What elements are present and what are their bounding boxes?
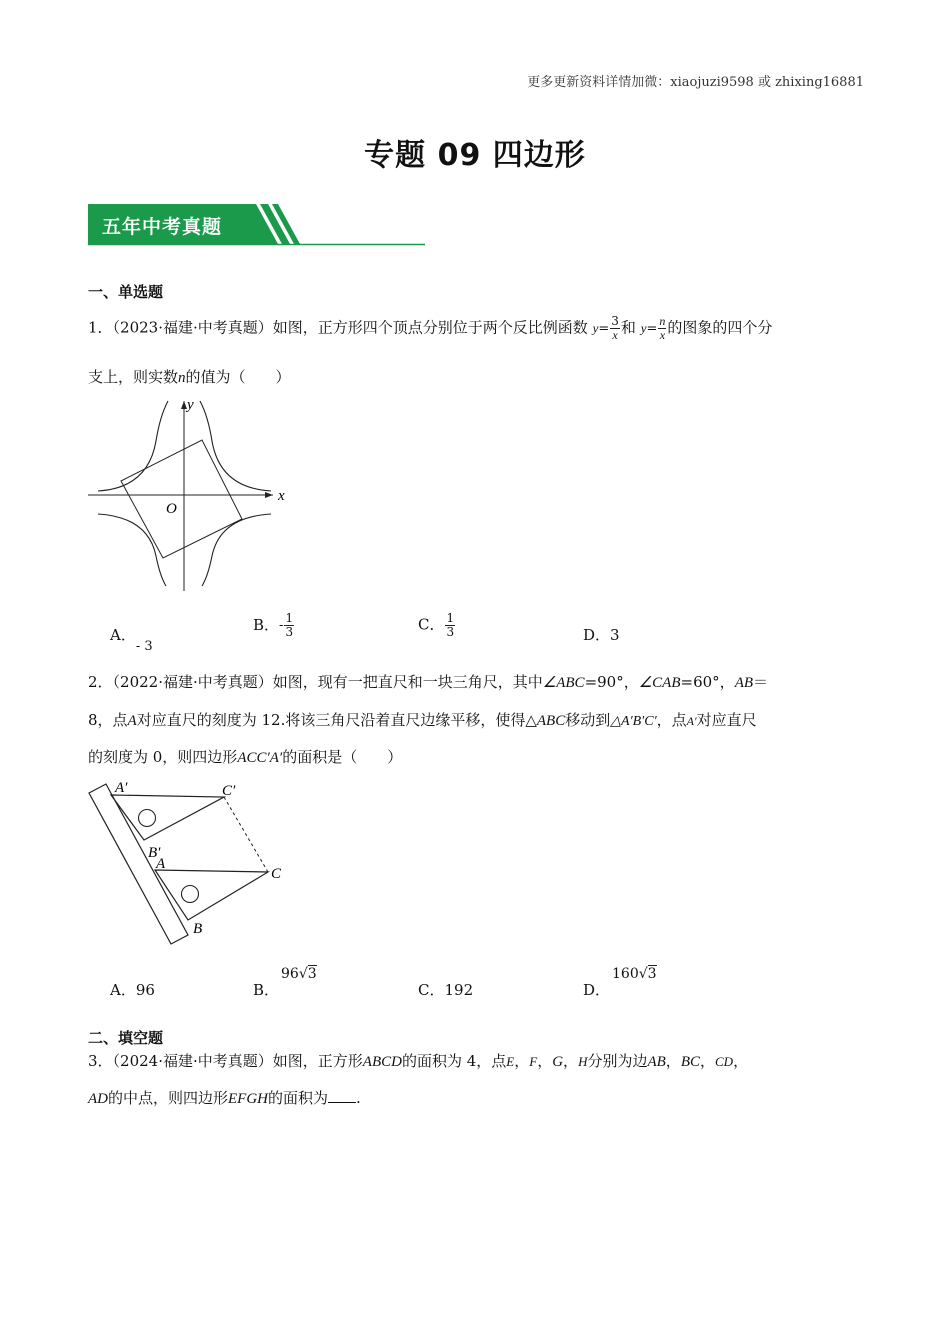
label-b-prime: B′ [148,845,161,861]
x-label: x [278,488,285,504]
section-banner [88,204,428,246]
fraction-numerator: n [659,314,666,328]
math-value: =60° [680,673,720,691]
option-value: - 3 [135,639,153,654]
math-var: G [552,1054,564,1070]
question-text: ， [537,1052,553,1070]
question-text: 如图，正方形 [272,1052,363,1070]
answer-blank[interactable] [328,1088,356,1103]
question-text: 对应直尺 [696,711,757,729]
math-var: n [178,370,186,386]
question-text: ，点 [656,711,687,729]
question-3-line-1 [88,1050,748,1073]
question-text: 的面积是（ ） [282,748,403,766]
curve-lower-right [202,514,271,586]
fraction-denominator: 3 [285,625,294,639]
question-2-line-1 [88,671,768,694]
sqrt-icon: √ [298,966,308,982]
option-sign: - [279,618,284,633]
option-d-value [612,966,657,982]
curve-upper-left [98,401,168,491]
question-number: 3． [88,1052,113,1070]
question-2-line-2 [88,709,757,733]
math-var: ABC [536,713,566,729]
question-text: 对应直尺的刻度为 12.将该三角尺沿着直尺边缘平移，使得△ [136,711,537,729]
question-text: ， [699,1052,715,1070]
triangle-moved [111,795,224,840]
label-b: B [193,921,203,937]
question-text: 如图，现有一把直尺和一块三角尺，其中 [272,673,543,691]
question-text: ， [665,1052,681,1070]
question-1-line-1 [88,315,772,342]
option-label: C． [418,981,445,999]
question-text: 和 [620,318,636,337]
option-fraction [284,612,294,639]
triangle-moved-hole [139,810,156,827]
fraction-n-over-x [658,315,666,342]
curve-lower-left [98,514,166,586]
question-source: （2024·福建·中考真题） [112,1052,273,1070]
math-var: CD [715,1054,734,1069]
option-label: B． [253,981,280,999]
option-value: 96 [135,981,155,999]
question-text: 8，点 [88,711,128,729]
math-expr: △A′B′C′ [610,714,657,729]
question-text: 移动到 [565,711,611,729]
math-var: EFGH [228,1091,269,1107]
option-d[interactable] [583,624,620,645]
triangle-original-hole [182,886,199,903]
math-value: =90° [584,673,624,691]
option-a[interactable] [110,979,155,1000]
header-note: 更多更新资料详情加微：xiaojuzi9598 或 zhixing16881 [527,75,864,90]
option-b[interactable] [253,612,295,639]
option-coefficient: 96 [281,966,299,982]
math-var: F [529,1054,538,1069]
fraction-numerator: 1 [446,611,455,625]
label-a: A [156,856,166,872]
page-title: 专题 09 四边形 [364,138,586,173]
question-text: 的面积为 4，点 [401,1052,507,1070]
math-op: = [646,321,658,337]
question-text: ， [514,1052,530,1070]
question-1-figure [88,396,293,596]
question-source: （2022·福建·中考真题） [112,673,273,691]
math-var: AB [734,675,754,691]
option-b[interactable] [253,979,279,1000]
math-var: y [640,320,647,336]
option-fraction [445,612,455,639]
math-expr: ∠ABC [542,675,585,691]
option-radicand: 3 [307,966,317,982]
ruler [89,784,188,944]
question-text: ， [719,673,735,691]
option-b-value [281,966,317,982]
option-label: C． [418,615,445,634]
question-text: 的图象的四个分 [667,318,773,337]
math-op: = [598,321,610,337]
fraction-3-over-x [610,315,620,342]
math-expr: ∠CAB [638,675,681,691]
y-label: y [187,397,194,413]
section-heading-fill-blank: 二、填空题 [88,1029,164,1047]
option-label: D． [583,626,611,644]
sqrt-icon: √ [638,966,648,982]
question-text: ， [623,673,639,691]
option-label: A． [110,981,136,999]
x-axis-arrow [265,492,273,498]
option-label: B． [253,615,280,634]
label-c-prime: C′ [222,783,236,799]
option-label: A． [110,626,136,644]
question-text: 如图，正方形四个顶点分别位于两个反比例函数 [272,318,588,337]
question-text: ， [733,1052,749,1070]
square [121,440,242,558]
question-number: 1． [88,318,113,337]
section-heading-single-choice: 一、单选题 [88,283,164,301]
option-d[interactable] [583,979,610,1000]
math-var: BC [680,1054,700,1070]
math-var: A′ [686,714,697,728]
math-var: H [578,1054,588,1069]
question-text: . [356,1089,361,1107]
math-var: A [127,713,137,729]
question-text: 分别为边 [587,1052,648,1070]
math-var: AB [647,1054,666,1070]
curve-upper-right [200,401,271,491]
dashed-segment [224,797,268,872]
math-var: y [592,320,599,336]
origin-label: O [166,501,177,517]
question-2-figure [86,775,296,950]
question-text: ， [563,1052,579,1070]
fraction-denominator: 3 [446,625,455,639]
math-var: ABCD [362,1054,402,1070]
banner-label: 五年中考真题 [102,216,223,238]
question-text: 支上，则实数 [88,368,179,386]
question-1-line-2 [88,366,291,389]
question-3-line-2 [88,1087,361,1110]
fraction-numerator: 1 [285,611,294,625]
question-text: 的刻度为 0，则四边形 [88,748,238,766]
fraction-numerator: 3 [611,314,619,328]
question-text: 的中点，则四边形 [108,1089,229,1107]
question-source: （2023·福建·中考真题） [112,318,273,337]
option-c[interactable] [418,979,473,1000]
option-radicand: 3 [647,966,657,982]
question-text: 的值为（ ） [185,368,291,386]
question-2-line-3 [88,746,402,769]
option-coefficient: 160 [612,966,639,982]
triangle-original [155,870,268,920]
option-label: D． [583,981,611,999]
option-c[interactable] [418,612,456,639]
math-expr: ACC′A′ [237,750,283,766]
fraction-denominator: x [612,328,618,342]
question-number: 2． [88,673,113,691]
option-value: 3 [610,626,620,644]
question-text: ＝ [753,673,769,691]
math-var: E [506,1054,515,1069]
label-a-prime: A′ [115,780,128,796]
option-a[interactable] [110,624,153,654]
option-value: 192 [444,981,474,999]
question-text: 的面积为 [268,1089,329,1107]
label-c: C [271,866,282,882]
math-var: AD [88,1091,108,1107]
fraction-denominator: x [659,328,666,342]
